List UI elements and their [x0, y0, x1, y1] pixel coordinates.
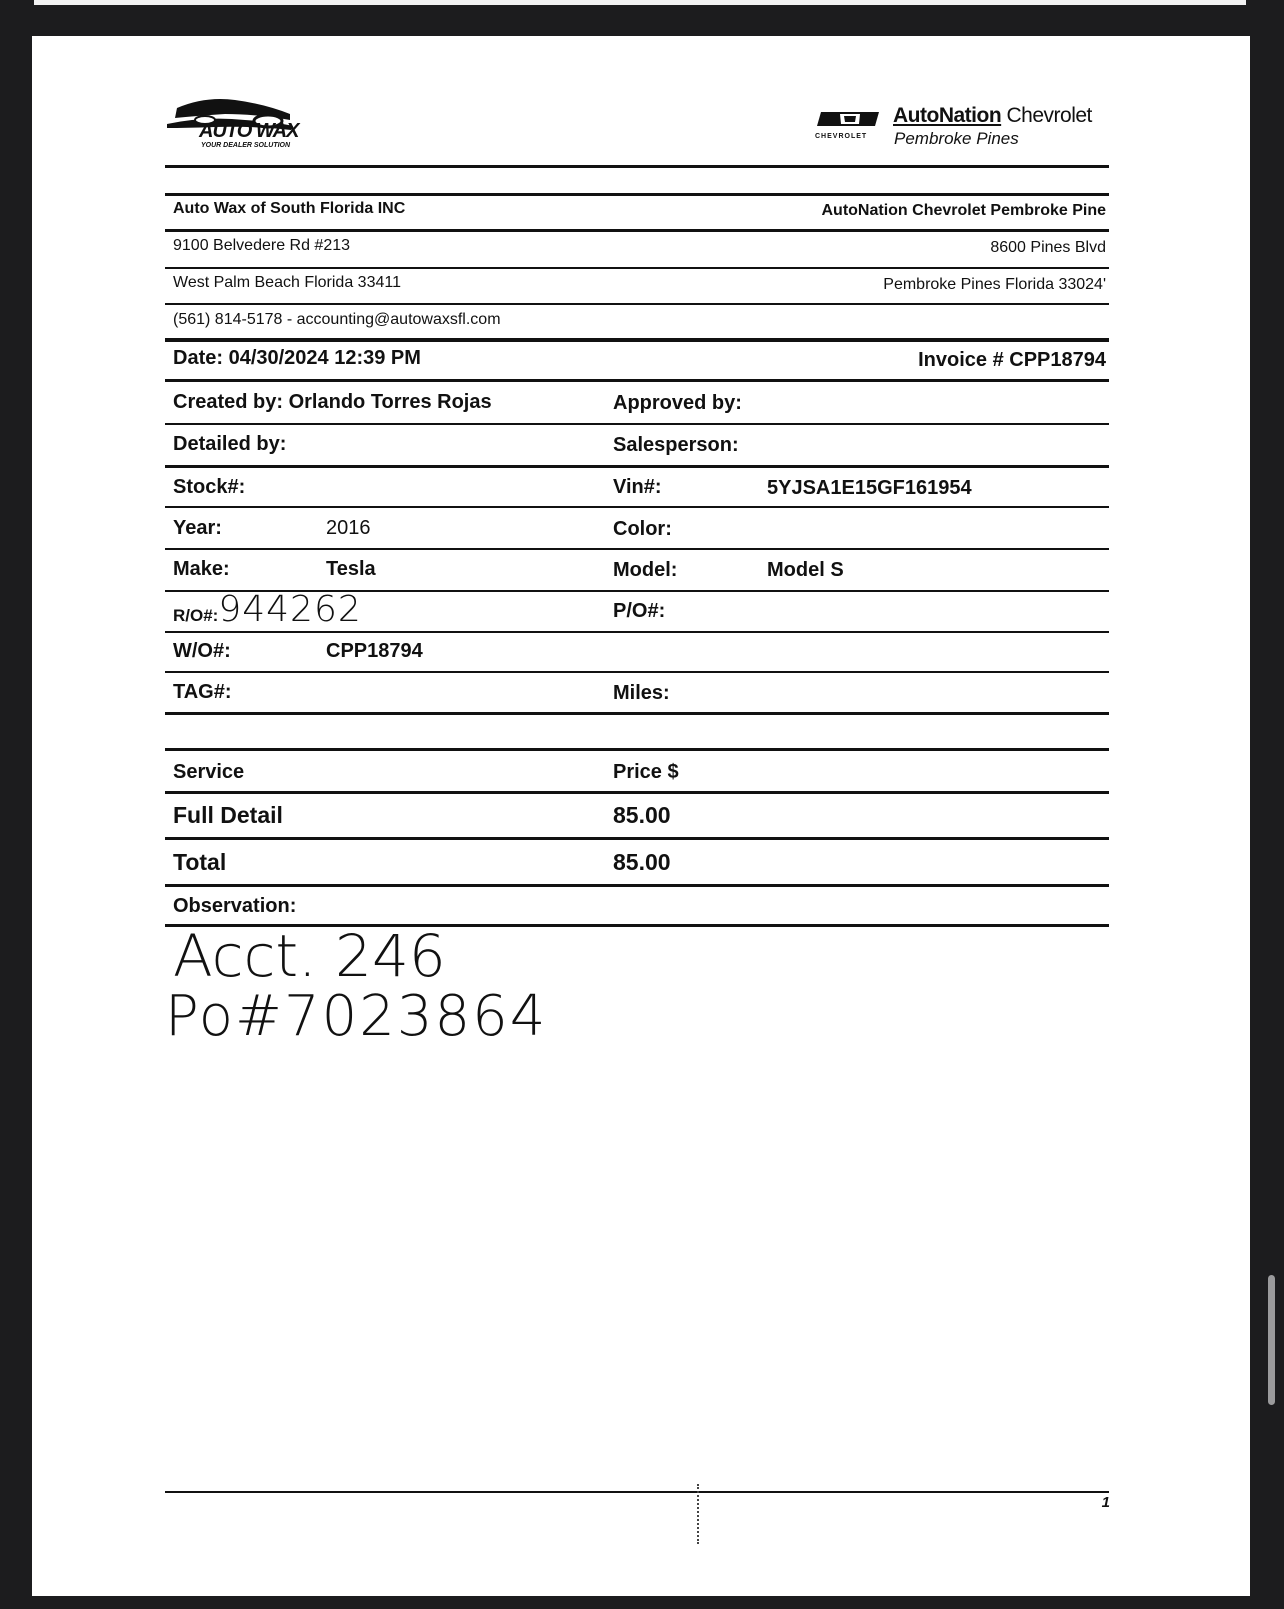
vin-value: 5YJSA1E15GF161954 — [767, 477, 972, 499]
footer-divider — [165, 1491, 1109, 1493]
scan-speck — [697, 1484, 705, 1544]
customer-address2: Pembroke Pines Florida 33024' — [883, 276, 1106, 293]
vendor-address2: West Palm Beach Florida 33411 — [173, 274, 401, 291]
model-value: Model S — [767, 559, 844, 581]
service-item-price: 85.00 — [613, 802, 671, 828]
invoice-date: Date: 04/30/2024 12:39 PM — [173, 347, 421, 369]
approved-by-label: Approved by: — [613, 392, 742, 414]
auto-wax-logo-text: AUTO WAX — [199, 120, 299, 142]
vendor-name: Auto Wax of South Florida INC — [173, 200, 406, 217]
year-label: Year: — [173, 517, 222, 539]
page-number: 1 — [1101, 1494, 1110, 1511]
year-value: 2016 — [326, 517, 371, 539]
divider — [165, 671, 1109, 673]
divider — [165, 267, 1109, 269]
observation-label: Observation: — [173, 895, 297, 917]
created-by: Created by: Orlando Torres Rojas — [173, 391, 492, 413]
divider — [165, 837, 1109, 840]
divider — [165, 884, 1109, 887]
autonation-brand: AutoNation — [893, 104, 1002, 127]
miles-label: Miles: — [613, 682, 670, 704]
wo-label: W/O#: — [173, 640, 231, 662]
detailed-by-label: Detailed by: — [173, 433, 287, 455]
observation-handwritten-line2: Po#7023864 — [165, 984, 548, 1049]
scrollbar-thumb[interactable] — [1268, 1275, 1275, 1405]
tag-label: TAG#: — [173, 681, 232, 703]
divider — [165, 193, 1109, 196]
chevrolet-small-text: CHEVROLET — [815, 133, 868, 140]
service-item-name: Full Detail — [173, 802, 283, 828]
wo-value: CPP18794 — [326, 640, 423, 662]
invoice-number: Invoice # CPP18794 — [918, 349, 1106, 371]
divider — [165, 791, 1109, 794]
color-label: Color: — [613, 518, 672, 540]
divider — [165, 748, 1109, 751]
divider — [165, 548, 1109, 550]
make-value: Tesla — [326, 558, 376, 580]
window-top-strip — [34, 0, 1246, 5]
divider — [165, 379, 1109, 382]
autonation-location: Pembroke Pines — [894, 129, 1019, 148]
salesperson-label: Salesperson: — [613, 434, 739, 456]
vendor-address1: 9100 Belvedere Rd #213 — [173, 237, 351, 254]
divider — [165, 712, 1109, 715]
autonation-brand-suffix: Chevrolet — [1006, 104, 1092, 127]
ro-label: R/O#: — [173, 606, 219, 625]
make-label: Make: — [173, 558, 230, 580]
divider — [165, 303, 1109, 305]
customer-address1: 8600 Pines Blvd — [990, 239, 1106, 256]
price-header: Price $ — [613, 761, 679, 783]
autonation-logo — [812, 102, 1112, 152]
customer-name: AutoNation Chevrolet Pembroke Pine — [821, 202, 1106, 219]
divider — [165, 423, 1109, 425]
po-label: P/O#: — [613, 600, 666, 622]
vin-label: Vin#: — [613, 476, 662, 498]
total-value: 85.00 — [613, 849, 671, 875]
observation-handwritten-line1: Acct. 246 — [173, 922, 446, 990]
divider — [165, 631, 1109, 633]
auto-wax-tagline: YOUR DEALER SOLUTION — [201, 142, 291, 149]
divider — [165, 229, 1109, 232]
invoice-page — [32, 36, 1250, 1596]
chevrolet-bowtie-icon — [815, 110, 885, 128]
auto-wax-logo — [165, 96, 305, 156]
stock-label: Stock#: — [173, 476, 246, 498]
service-header: Service — [173, 761, 245, 783]
divider — [165, 506, 1109, 508]
ro-value-handwritten: 944262 — [218, 589, 362, 630]
model-label: Model: — [613, 559, 678, 581]
vendor-contact: (561) 814-5178 - accounting@autowaxsfl.com — [173, 311, 501, 328]
divider — [165, 465, 1109, 468]
divider — [165, 165, 1109, 168]
divider — [165, 338, 1109, 342]
total-label: Total — [173, 849, 227, 875]
